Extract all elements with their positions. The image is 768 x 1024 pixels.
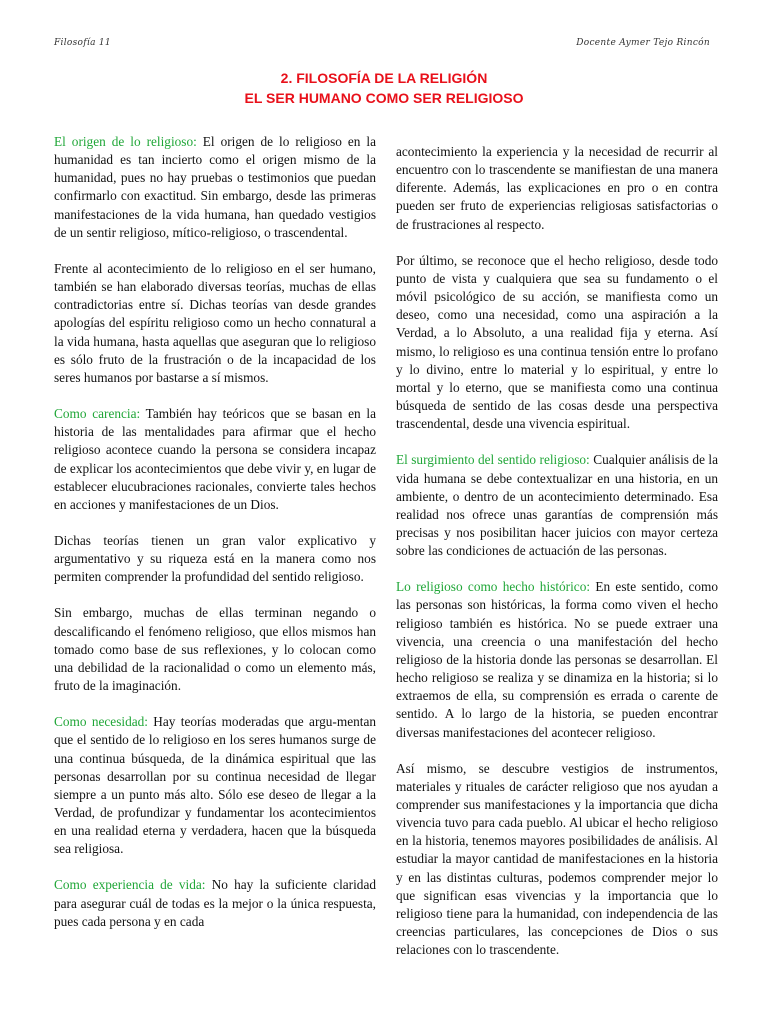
paragraph: [54, 532, 376, 586]
paragraph: [396, 252, 718, 434]
page-title: [0, 68, 768, 108]
paragraph-text: Por último, se reconoce que el hecho religioso, desde todo punto de vista y cualquiera que sea su fundamento o el móvil psicológico de su acción, se manifiesta como un deseo, como una necesidad, como una aspiración a la Verdad, a lo Absoluto, a una realidad fija y eterna. Así mismo, lo religioso es una continua tensión entre lo profano y lo divino, entre lo material y lo espiritual, y entre lo mortal y lo eterno, que se manifiesta como una continua búsqueda de sentido de las cosas desde una perspectiva trascendental, desde una vivencia espiritual.: [396, 252, 718, 432]
paragraph-text: Dichas teorías tienen un gran valor explicativo y argumentativo y su riqueza está en la manera como nos permiten comprender la profundidad del sentido religioso.: [54, 532, 376, 585]
paragraph: [396, 143, 718, 234]
paragraph-heading: El origen de lo religioso:: [54, 134, 197, 149]
paragraph: [396, 578, 718, 741]
paragraph-text: Hay teorías moderadas que argu-mentan que el sentido de lo religioso en los seres humanos surge de una continua búsqueda, de la dinámica espiritual que las personas desarrollan por su continua necesidad de llegar siempre a un punto más alto. Sólo ese deseo de llegar a la Verdad, de profundizar y fundamentar los acontecimientos en una realidad eterna y verdadera, hacen que la búsqueda sea religiosa.: [54, 714, 376, 857]
title-line-2: EL SER HUMANO COMO SER RELIGIOSO: [244, 90, 524, 106]
header-teacher: Docente Aymer Tejo Rincón: [576, 38, 710, 48]
paragraph-heading: Como necesidad:: [54, 714, 148, 730]
paragraph: [396, 760, 718, 960]
paragraph-text: No hay la suficiente claridad para asegurar cuál de todas es la mejor o la única respuesta, pues cada persona y en cada: [54, 877, 376, 929]
paragraph-heading: Lo religioso como hecho histórico:: [396, 579, 591, 595]
header-course: Filosofía 11: [54, 38, 111, 48]
paragraph-text: Así mismo, se descubre vestigios de instrumentos, materiales y rituales de carácter religioso que nos ayudan a comprender sus manifestaciones y la importancia que dicha vivencia tuvo para cada pueblo. Al ubicar el hecho religioso en la historia, tenemos mayores posibilidades de análisis. Al estudiar la mayor cantidad de manifestaciones en la historia y en las distintas culturas, podemos comprender mejor lo que significan esas vivencias y la importancia que lo religioso tiene para la humanidad, con independencia de las creencias particulares, las concepciones de Dios o sus relaciones con lo trascendente.: [396, 760, 718, 958]
paragraph: [54, 133, 376, 242]
right-column: [396, 143, 718, 977]
paragraph-text: En este sentido, como las personas son históricas, la forma como viven el hecho religioso también es histórica. No se puede extraer una vivencia, una creencia o una manifestación del hecho religioso de la historia donde las personas se desarrollan. El hecho religioso se realiza y se dinamiza en la historia; si lo extraemos de ella, su comprensión es errada o carente de sentido. A lo largo de la historia, se pueden encontrar diversas manifestaciones del acontecer religioso.: [396, 579, 718, 740]
paragraph: [54, 260, 376, 387]
paragraph-heading: Como experiencia de vida:: [54, 877, 206, 893]
left-column: [54, 133, 376, 949]
paragraph-text: Frente al acontecimiento de lo religioso en el ser humano, también se han elaborado diversas teorías, muchas de ellas contradictorias entre sí. Dichas teorías van desde grandes apologías del espíritu religioso como un hecho connatural a la vida humana, hasta aquellas que aseguran que lo religioso es sólo fruto de la frustración o de la incapacidad de los seres humanos por bastarse a sí mismos.: [54, 260, 376, 385]
paragraph-text: También hay teóricos que se basan en la historia de las mentalidades para afirmar que el hecho religioso acontece cuando la persona se considera incapaz de explicar los acontecimientos que debe vivir y, en lugar de establecer elucubraciones racionales, convierte tales hechos en acciones y manifestaciones de un Dios.: [54, 406, 376, 512]
paragraph-text: acontecimiento la experiencia y la necesidad de recurrir al encuentro con lo trascendente se manifiestan de una manera diferente. Además, las explicaciones en pro o en contra pueden ser fruto de experiencias religiosas satisfactorias o de frustraciones al respecto.: [396, 144, 718, 232]
title-line-1: 2. FILOSOFÍA DE LA RELIGIÓN: [280, 70, 488, 86]
paragraph-text: El origen de lo religioso en la humanidad es tan incierto como el origen mismo de la humanidad, pues no hay pruebas o testimonios que puedan confirmarlo con exactitud. Sin embargo, desde las primeras manifestaciones de la vida humana, han quedado vestigios de un sentir religioso, mítico-religioso, o trascendental.: [54, 134, 376, 240]
paragraph-heading: El surgimiento del sentido religioso:: [396, 452, 590, 468]
paragraph-text: Sin embargo, muchas de ellas terminan negando o descalificando el fenómeno religioso, que ellos mismos han tomado como base de sus reflexiones, y lo colocan como una debilidad de la racionalidad o como un elemento más, fruto de la imaginación.: [54, 605, 376, 694]
paragraph: [54, 405, 376, 514]
paragraph: [54, 604, 376, 695]
paragraph-heading: Como carencia:: [54, 406, 141, 422]
paragraph: [54, 713, 376, 858]
paragraph: [54, 876, 376, 930]
paragraph: [396, 451, 718, 560]
paragraph-text: Cualquier análisis de la vida humana se debe contextualizar en una historia, en un ambiente, o dentro de un acontecimiento determinado. Esa realidad nos ofrece unas garantías de comprensión más precisas y nos posibilitan hacer juicios con mayor certeza sobre las condiciones de actuación de las personas.: [396, 452, 719, 559]
